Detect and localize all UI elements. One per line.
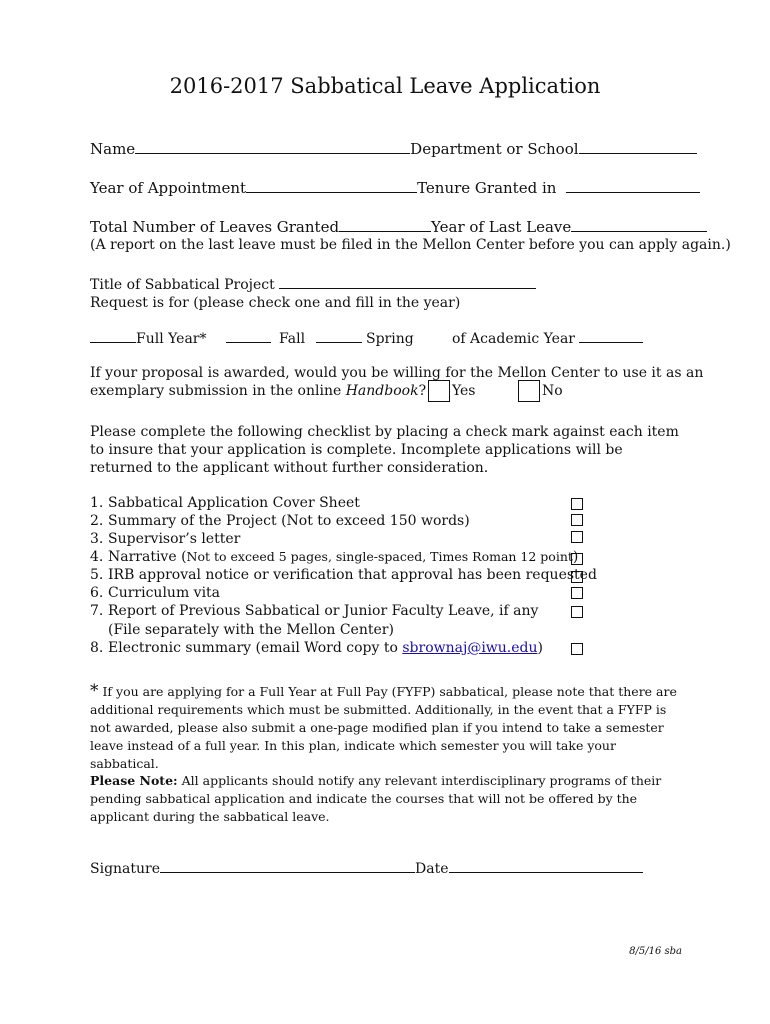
tenure-granted-field[interactable] xyxy=(566,178,700,193)
checklist-item: 3. Supervisor’s letter xyxy=(90,531,241,547)
date-field[interactable] xyxy=(449,858,643,873)
leaves-row xyxy=(90,217,707,236)
checklist-item: 5. IRB approval notice or verification that approval has been requested xyxy=(90,567,597,583)
department-label: Department or School xyxy=(410,140,579,158)
please-note xyxy=(90,772,686,826)
request-for: Request is for (please check one and fill in the year) xyxy=(90,295,461,311)
academic-year-field[interactable] xyxy=(579,328,643,343)
proposal-text: exemplary submission in the online xyxy=(90,383,346,399)
please-note-label: Please Note: xyxy=(90,773,178,788)
yes-option[interactable] xyxy=(428,380,476,402)
no-option[interactable] xyxy=(518,380,563,402)
proposal-question-mark: ? xyxy=(418,383,427,399)
proposal-line-1: If your proposal is awarded, would you be willing for the Mellon Center to use it as an xyxy=(90,365,704,381)
checklist-intro: Please complete the following checklist by placing a check mark against each item to insure that your application is complete. Incomplete applications will be returned to the applicant without further consideration. xyxy=(90,424,679,476)
email-link[interactable]: sbrownaj@iwu.edu xyxy=(402,640,538,656)
spring-row xyxy=(316,328,414,347)
date-label: Date xyxy=(415,861,449,877)
checklist-checkbox[interactable] xyxy=(571,514,583,526)
please-note-text: All applicants should notify any relevant interdisciplinary programs of their pending sabbatical application and indicate the courses that will not be offered by the applicant during the sabbatical leave. xyxy=(90,773,662,824)
yes-label: Yes xyxy=(452,383,476,399)
checklist-checkbox[interactable] xyxy=(571,643,583,655)
year-last-leave-field[interactable] xyxy=(571,217,707,232)
spring-label: Spring xyxy=(366,331,414,347)
year-of-appointment-label: Year of Appointment xyxy=(90,179,247,197)
signature-field[interactable] xyxy=(160,858,415,873)
academic-year-label: of Academic Year xyxy=(452,331,575,347)
academic-year-row xyxy=(452,328,643,347)
checklist-item-subnote: (File separately with the Mellon Center) xyxy=(108,622,394,638)
checklist-item: 6. Curriculum vita xyxy=(90,585,221,601)
page-title: 2016-2017 Sabbatical Leave Application xyxy=(169,74,601,98)
handbook-title: Handbook xyxy=(345,383,419,399)
name-label: Name xyxy=(90,140,136,158)
tenure-granted-label: Tenure Granted in xyxy=(417,179,557,197)
fall-row xyxy=(226,328,305,347)
fall-field[interactable] xyxy=(226,328,271,343)
yes-checkbox[interactable] xyxy=(428,380,450,402)
report-note: (A report on the last leave must be filed in the Mellon Center before you can apply again.) xyxy=(90,237,731,253)
project-title-row xyxy=(90,276,536,293)
signature-row xyxy=(90,858,643,877)
checklist-checkbox[interactable] xyxy=(571,531,583,543)
full-year-label: Full Year* xyxy=(136,331,207,347)
checklist-checkbox[interactable] xyxy=(571,587,583,599)
checklist-item: 1. Sabbatical Application Cover Sheet xyxy=(90,495,360,511)
footnote-text: If you are applying for a Full Year at Full Pay (FYFP) sabbatical, please note that there are additional requirements which must be submitted. Additionally, in the event that a FYFP is not awarded, please also submit a one-page modified plan if you intend to take a semester leave instead of a full year. In this plan, indicate which semester you will take your sabbatical. xyxy=(90,684,677,771)
term-row xyxy=(90,328,207,347)
signature-label: Signature xyxy=(90,861,161,877)
year-last-leave-label: Year of Last Leave xyxy=(431,218,572,236)
checklist-item: 4. Narrative (Not to exceed 5 pages, single-spaced, Times Roman 12 point) xyxy=(90,549,579,565)
footer-revision: 8/5/16 sba xyxy=(629,946,682,957)
name-field[interactable] xyxy=(135,139,410,154)
checklist-item: 2. Summary of the Project (Not to exceed 150 words) xyxy=(90,513,470,529)
checklist-checkbox[interactable] xyxy=(571,606,583,618)
project-title-label: Title of Sabbatical Project xyxy=(90,277,275,293)
total-leaves-label: Total Number of Leaves Granted xyxy=(90,218,340,236)
no-label: No xyxy=(542,383,563,399)
proposal-line-2 xyxy=(90,381,426,401)
appointment-row xyxy=(90,178,700,197)
fall-label: Fall xyxy=(279,331,306,347)
checklist-checkbox[interactable] xyxy=(571,498,583,510)
project-title-field[interactable] xyxy=(279,276,536,289)
full-year-field[interactable] xyxy=(90,328,136,343)
checklist-checkbox[interactable] xyxy=(571,553,583,565)
no-checkbox[interactable] xyxy=(518,380,540,402)
spring-field[interactable] xyxy=(316,328,362,343)
total-leaves-field[interactable] xyxy=(339,217,431,232)
footnote xyxy=(90,682,686,773)
year-of-appointment-field[interactable] xyxy=(246,178,417,193)
name-row xyxy=(90,139,697,158)
checklist-item: 8. Electronic summary (email Word copy to sbrownaj@iwu.edu) xyxy=(90,640,543,656)
checklist-item: 7. Report of Previous Sabbatical or Junior Faculty Leave, if any xyxy=(90,603,539,619)
checklist-checkbox[interactable] xyxy=(571,571,583,583)
footnote-star: * xyxy=(90,681,99,701)
department-field[interactable] xyxy=(579,139,697,154)
